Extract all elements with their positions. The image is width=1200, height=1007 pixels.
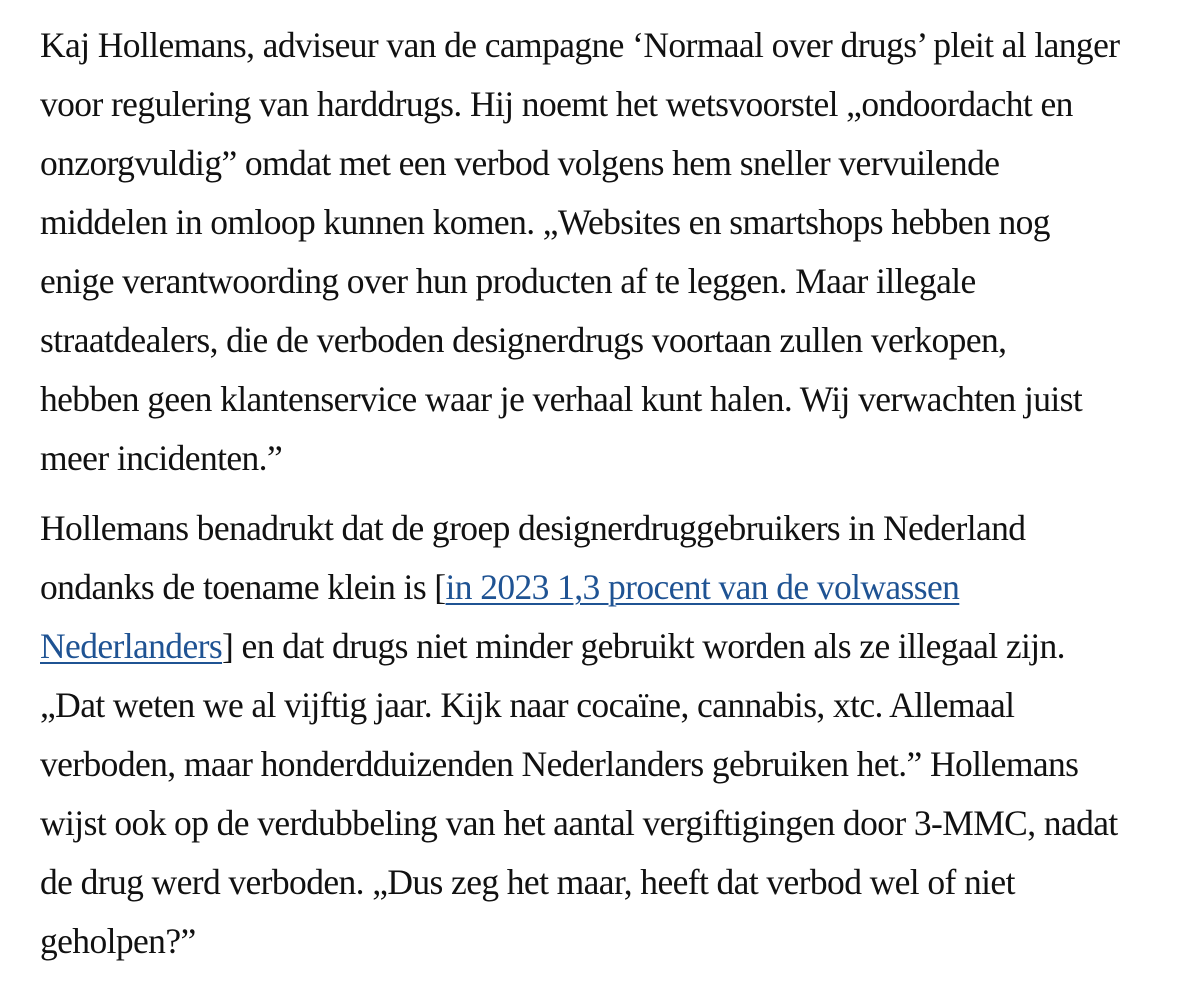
- statistics-link-part-2[interactable]: Nederlanders: [40, 626, 223, 666]
- paragraph-1-line-6: straatdealers, die de verboden designerdrugs voortaan zullen verkopen,: [40, 320, 1007, 360]
- paragraph-2-line-5: verboden, maar honderdduizenden Nederlanders gebruiken het.” Hollemans: [40, 744, 1079, 784]
- article-body: [40, 16, 1180, 971]
- paragraph-1: [40, 16, 1180, 488]
- paragraph-1-line-8: meer incidenten.”: [40, 438, 283, 478]
- paragraph-2-line-2: [40, 558, 1180, 617]
- paragraph-1-line-7: hebben geen klantenservice waar je verhaal kunt halen. Wij verwachten juist: [40, 379, 1083, 419]
- paragraph-1-line-2: voor regulering van harddrugs. Hij noemt het wetsvoorstel „ondoordacht en: [40, 84, 1073, 124]
- paragraph-1-line-1: Kaj Hollemans, adviseur van de campagne ‘Normaal over drugs’ pleit al langer: [40, 25, 1120, 65]
- paragraph-1-line-3: onzorgvuldig” omdat met een verbod volgens hem sneller vervuilende: [40, 143, 1000, 183]
- paragraph-2-line-1: Hollemans benadrukt dat de groep designerdruggebruikers in Nederland: [40, 508, 1026, 548]
- paragraph-1-line-5: enige verantwoording over hun producten af te leggen. Maar illegale: [40, 261, 976, 301]
- paragraph-1-line-4: middelen in omloop kunnen komen. „Websites en smartshops hebben nog: [40, 202, 1050, 242]
- paragraph-2-line-2-text: ondanks de toename klein is [: [40, 567, 446, 607]
- paragraph-2: [40, 499, 1180, 971]
- paragraph-2-line-3: [40, 617, 1180, 676]
- paragraph-2-line-7: de drug werd verboden. „Dus zeg het maar, heeft dat verbod wel of niet: [40, 862, 1015, 902]
- paragraph-2-line-8: geholpen?”: [40, 921, 196, 961]
- paragraph-2-line-4: „Dat weten we al vijftig jaar. Kijk naar cocaïne, cannabis, xtc. Allemaal: [40, 685, 1015, 725]
- paragraph-2-line-6: wijst ook op de verdubbeling van het aantal vergiftigingen door 3-MMC, nadat: [40, 803, 1118, 843]
- paragraph-2-line-3-text: ] en dat drugs niet minder gebruikt worden als ze illegaal zijn.: [222, 626, 1065, 666]
- statistics-link-part-1[interactable]: in 2023 1,3 procent van de volwassen: [445, 567, 960, 607]
